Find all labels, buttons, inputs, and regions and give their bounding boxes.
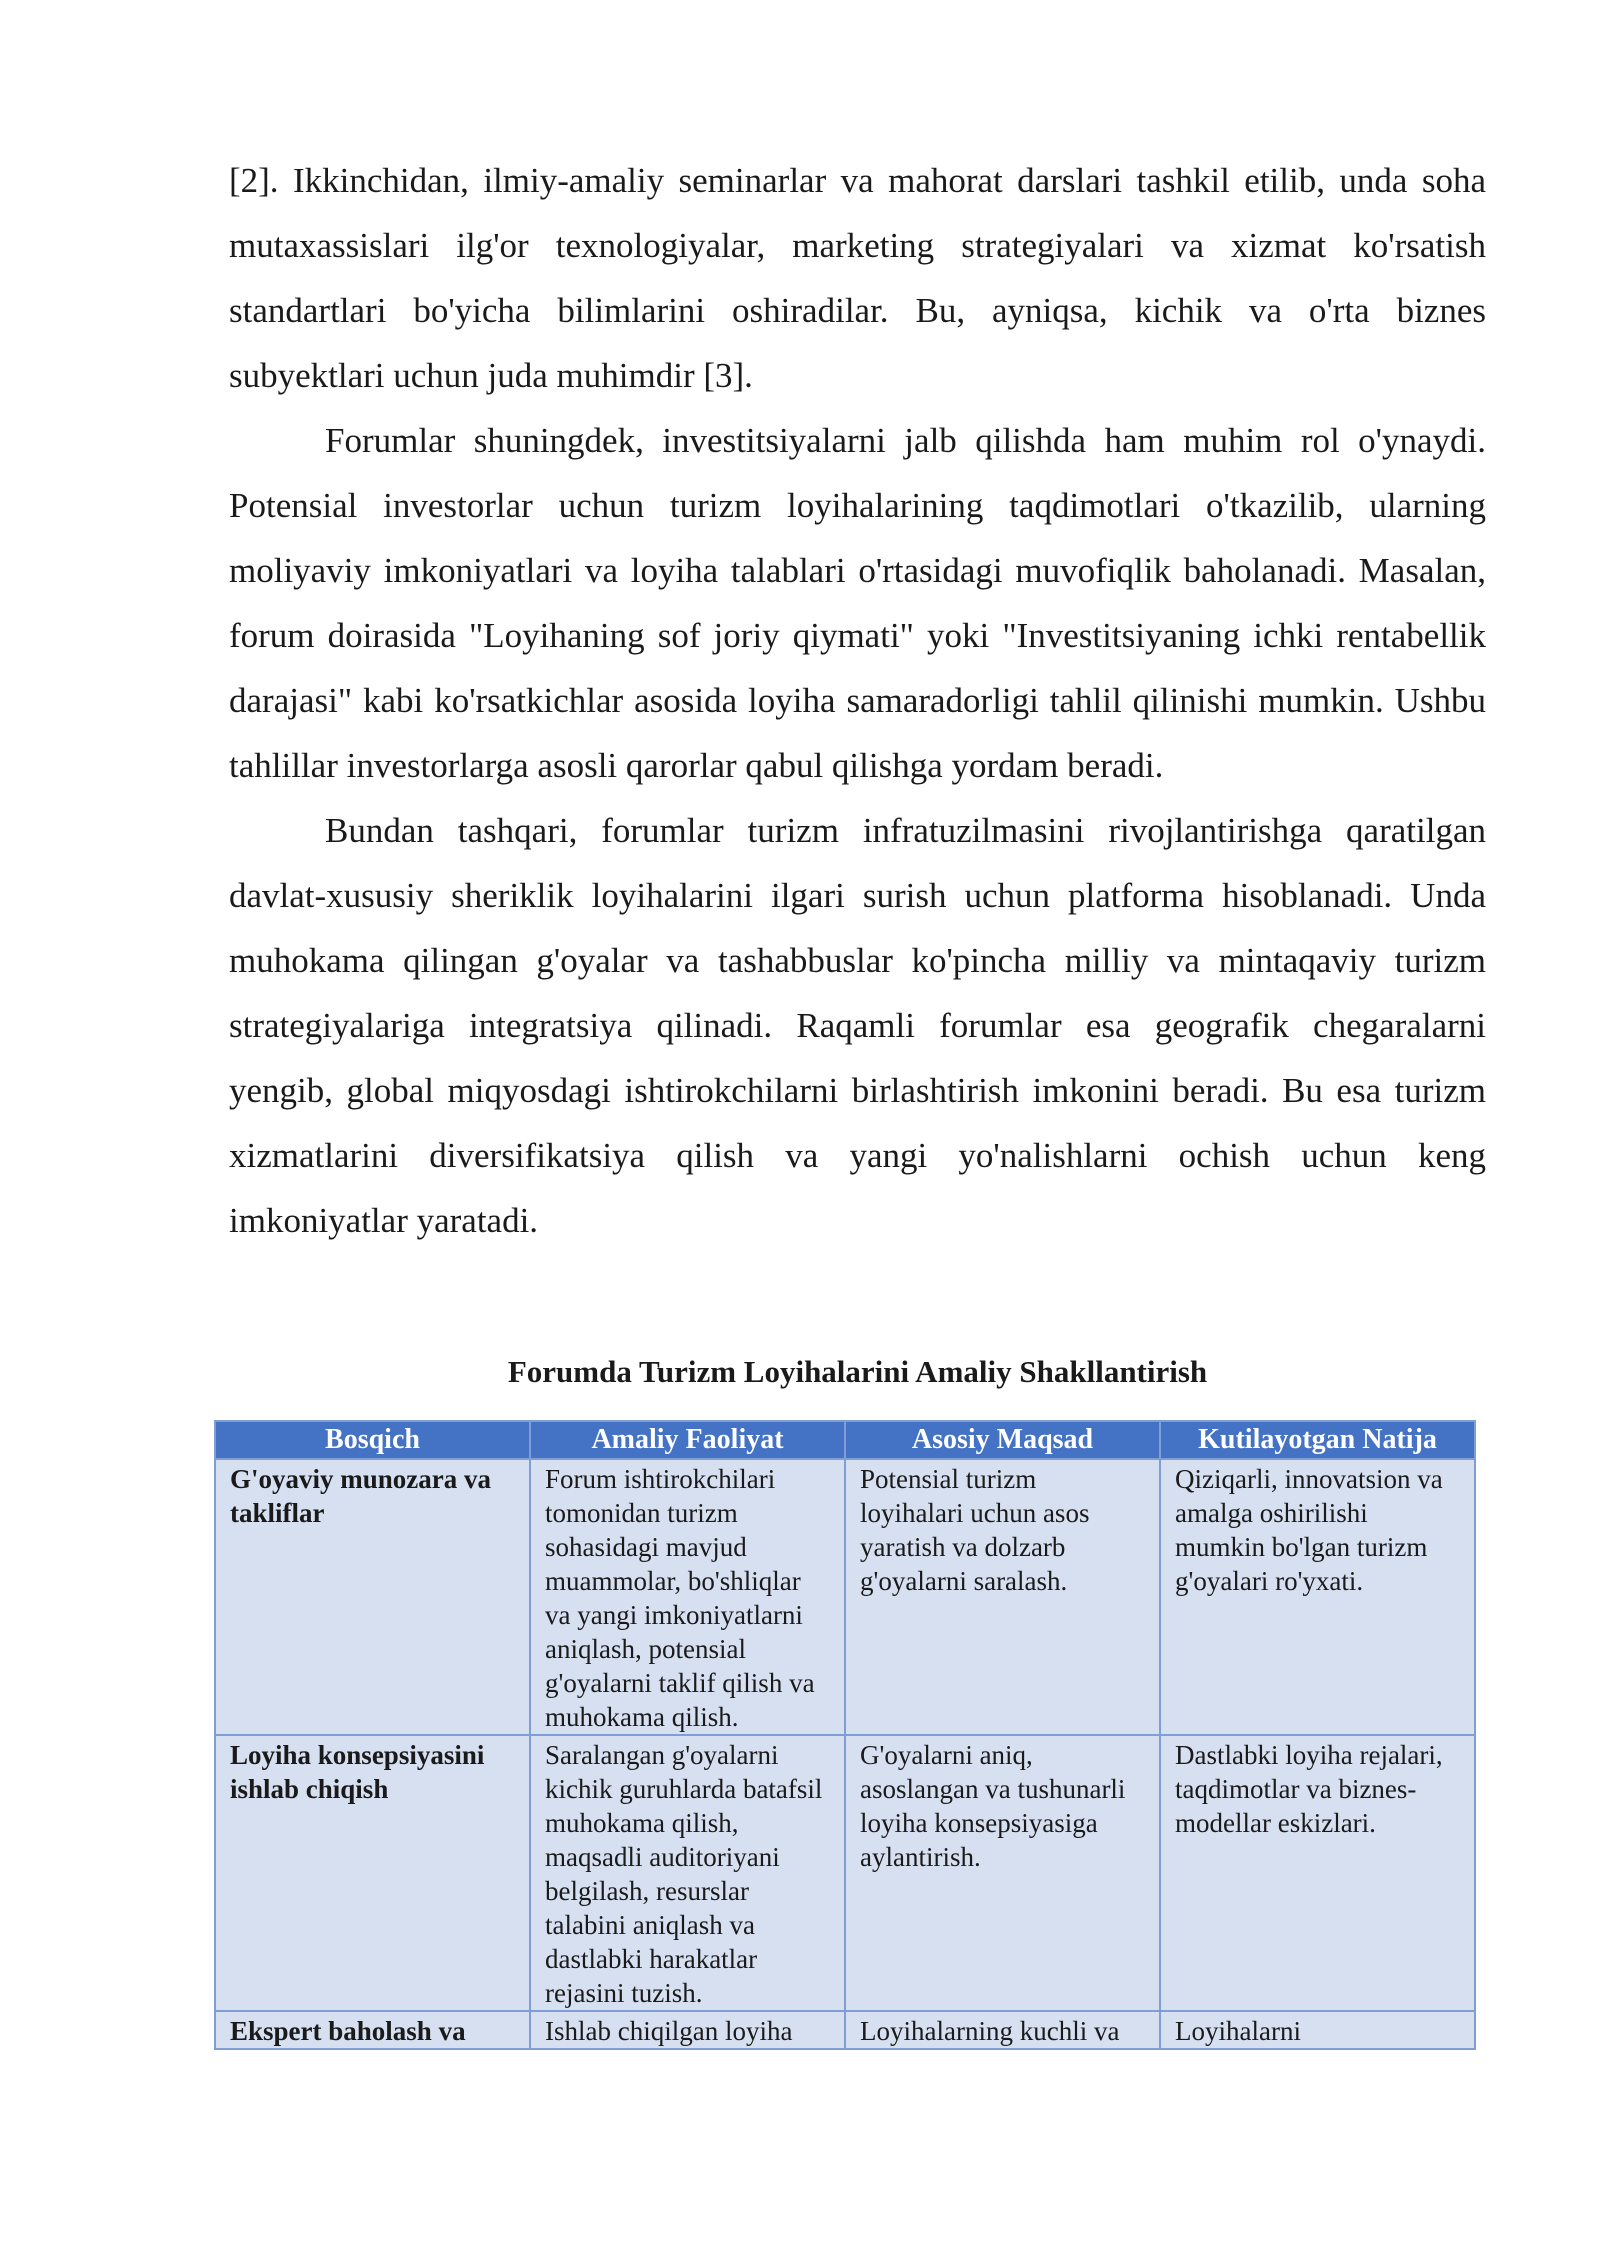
table-cell-goal: Potensial turizm loyihalari uchun asos yaratish va dolzarb g'oyalarni saralash.: [845, 1459, 1160, 1735]
body-text: [229, 148, 1486, 1253]
table-cell-result: Qiziqarli, innovatsion va amalga oshirilishi mumkin bo'lgan turizm g'oyalari ro'yxati.: [1160, 1459, 1475, 1735]
table-cell-activity: Forum ishtirokchilari tomonidan turizm sohasidagi mavjud muammolar, bo'shliqlar va yangi imkoniyatlarni aniqlash, potensial g'oyalarni taklif qilish va muhokama qilish.: [530, 1459, 845, 1735]
table-cell-result: Dastlabki loyiha rejalari, taqdimotlar va biznes-modellar eskizlari.: [1160, 1735, 1475, 2011]
header-goal: Asosiy Maqsad: [845, 1421, 1160, 1459]
table-cell-stage: Loyiha konsepsiyasini ishlab chiqish: [215, 1735, 530, 2011]
paragraph-1: [2]. Ikkinchidan, ilmiy-amaliy seminarlar va mahorat darslari tashkil etilib, unda soha mutaxassislari ilg'or texnologiyalar, marketing strategiyalari va xizmat ko'rsatish standartlari bo'yicha bilimlarini oshiradilar. Bu, ayniqsa, kichik va o'rta biznes subyektlari uchun juda muhimdir [3].: [229, 161, 1486, 395]
table-cell-goal: Loyihalarning kuchli va: [845, 2011, 1160, 2049]
header-result: Kutilayotgan Natija: [1160, 1421, 1475, 1459]
table-cell-stage: Ekspert baholash va: [215, 2011, 530, 2049]
table-header-row: [215, 1421, 1475, 1459]
table-row: [215, 1735, 1475, 2011]
table-cell-stage: G'oyaviy munozara va takliflar: [215, 1459, 530, 1735]
project-stages-table: [214, 1420, 1476, 2050]
table-row: [215, 1459, 1475, 1735]
table-title: Forumda Turizm Loyihalarini Amaliy Shakllantirish: [507, 1354, 1208, 1389]
header-stage: Bosqich: [215, 1421, 530, 1459]
header-activity: Amaliy Faoliyat: [530, 1421, 845, 1459]
paragraph-3: Bundan tashqari, forumlar turizm infratuzilmasini rivojlantirishga qaratilgan davlat-xususiy sheriklik loyihalarini ilgari surish uchun platforma hisoblanadi. Unda muhokama qilingan g'oyalar va tashabbuslar ko'pincha milliy va mintaqaviy turizm strategiyalariga integratsiya qilinadi. Raqamli forumlar esa geografik chegaralarni yengib, global miqyosdagi ishtirokchilarni birlashtirish imkonini beradi. Bu esa turizm xizmatlarini diversifikatsiya qilish va yangi yo'nalishlarni ochish uchun keng imkoniyatlar yaratadi.: [229, 811, 1486, 1240]
table-cell-goal: G'oyalarni aniq, asoslangan va tushunarli loyiha konsepsiyasiga aylantirish.: [845, 1735, 1160, 2011]
table-cell-result: Loyihalarni: [1160, 2011, 1475, 2049]
table-row: [215, 2011, 1475, 2049]
table-cell-activity: Saralangan g'oyalarni kichik guruhlarda batafsil muhokama qilish, maqsadli auditoriyani belgilash, resurslar talabini aniqlash va dastlabki harakatlar rejasini tuzish.: [530, 1735, 845, 2011]
table-cell-activity: Ishlab chiqilgan loyiha: [530, 2011, 845, 2049]
paragraph-2: Forumlar shuningdek, investitsiyalarni jalb qilishda ham muhim rol o'ynaydi. Potensial investorlar uchun turizm loyihalarining taqdimotlari o'tkazilib, ularning moliyaviy imkoniyatlari va loyiha talablari o'rtasidagi muvofiqlik baholanadi. Masalan, forum doirasida "Loyihaning sof joriy qiymati" yoki "Investitsiyaning ichki rentabellik darajasi" kabi ko'rsatkichlar asosida loyiha samaradorligi tahlil qilinishi mumkin. Ushbu tahlillar investorlarga asosli qarorlar qabul qilishga yordam beradi.: [229, 421, 1486, 785]
